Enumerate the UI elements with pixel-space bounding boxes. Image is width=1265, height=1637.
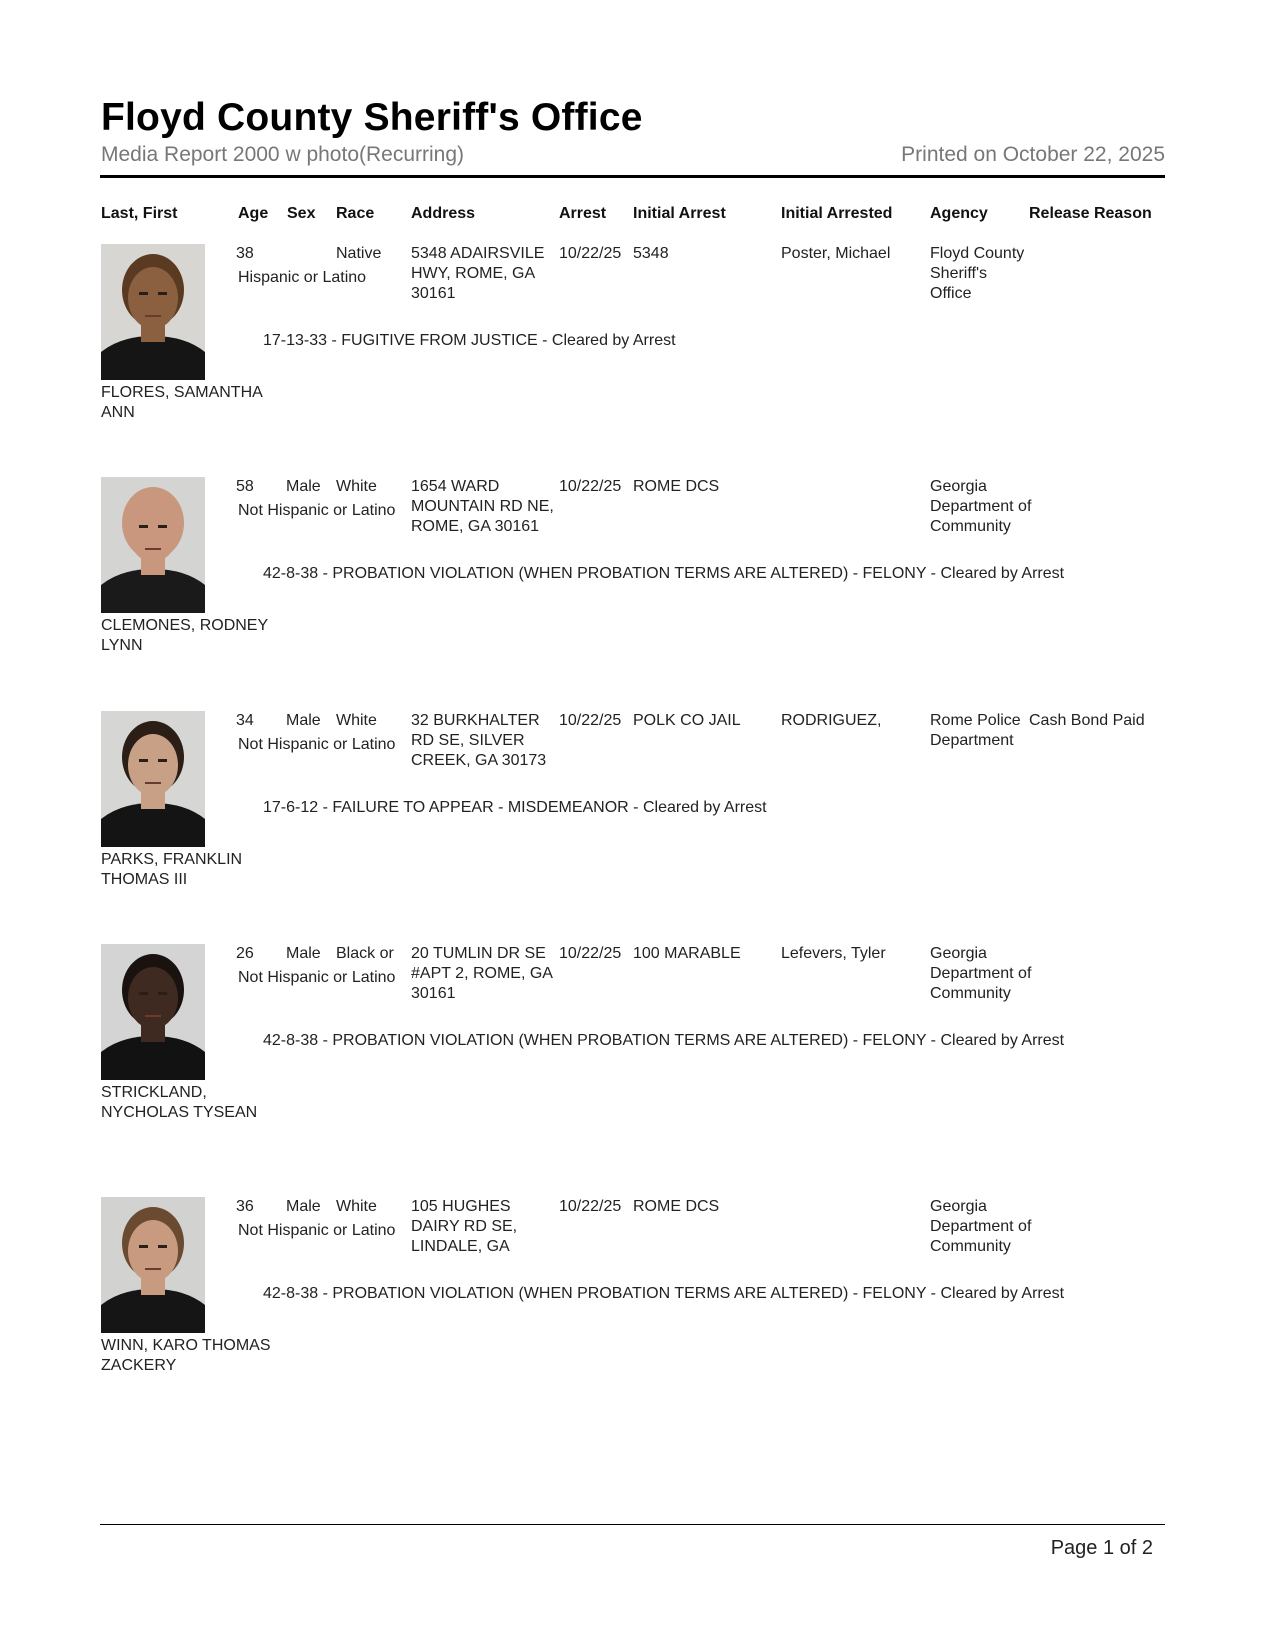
address-value: 32 BURKHALTER RD SE, SILVER CREEK, GA 30173 bbox=[411, 712, 547, 769]
address-value: 5348 ADAIRSVILE HWY, ROME, GA 30161 bbox=[411, 245, 545, 302]
arrest-record bbox=[0, 711, 1265, 911]
col-last-first: Last, First bbox=[101, 205, 178, 222]
race-value: White bbox=[336, 712, 377, 729]
header-divider bbox=[100, 175, 1165, 178]
arrest-date: 10/22/25 bbox=[559, 712, 622, 729]
arrest-record bbox=[0, 944, 1265, 1144]
sex-value: Male bbox=[286, 1198, 321, 1215]
col-initial-arrested: Initial Arrested bbox=[781, 205, 893, 222]
inmate-name: FLORES, SAMANTHA ANN bbox=[101, 384, 262, 421]
agency-value: Floyd County Sheriff's Office bbox=[930, 245, 1025, 302]
initial-arrested-value: RODRIGUEZ, bbox=[781, 712, 882, 729]
footer-divider bbox=[100, 1524, 1165, 1525]
col-initial-arrest: Initial Arrest bbox=[633, 205, 726, 222]
age-value: 58 bbox=[236, 478, 254, 495]
age-value: 26 bbox=[236, 945, 254, 962]
agency-value: Rome Police Department bbox=[930, 712, 1021, 749]
booking-photo bbox=[101, 244, 205, 380]
inmate-name: STRICKLAND, NYCHOLAS TYSEAN bbox=[101, 1084, 258, 1121]
charge-description: 17-6-12 - FAILURE TO APPEAR - MISDEMEANOR - Cleared by Arrest bbox=[263, 799, 767, 816]
charge-description: 17-13-33 - FUGITIVE FROM JUSTICE - Cleared by Arrest bbox=[263, 332, 676, 349]
initial-arrested-value: Lefevers, Tyler bbox=[781, 945, 886, 962]
charge-description: 42-8-38 - PROBATION VIOLATION (WHEN PROBATION TERMS ARE ALTERED) - FELONY - Cleared by Arrest bbox=[263, 1285, 1065, 1302]
arrest-date: 10/22/25 bbox=[559, 245, 622, 262]
age-value: 36 bbox=[236, 1198, 254, 1215]
sex-value: Male bbox=[286, 478, 321, 495]
col-arrest: Arrest bbox=[559, 205, 607, 222]
charge-description: 42-8-38 - PROBATION VIOLATION (WHEN PROBATION TERMS ARE ALTERED) - FELONY - Cleared by Arrest bbox=[263, 1032, 1065, 1049]
booking-photo bbox=[101, 944, 205, 1080]
address-value: 1654 WARD MOUNTAIN RD NE, ROME, GA 30161 bbox=[411, 478, 554, 535]
initial-arrested-value: Poster, Michael bbox=[781, 245, 891, 262]
col-address: Address bbox=[411, 205, 476, 222]
age-value: 38 bbox=[236, 245, 254, 262]
age-value: 34 bbox=[236, 712, 254, 729]
race-value: Black or bbox=[336, 945, 394, 962]
race-value: Native bbox=[336, 245, 382, 262]
col-sex: Sex bbox=[287, 205, 316, 222]
sex-value: Male bbox=[286, 712, 321, 729]
address-value: 105 HUGHES DAIRY RD SE, LINDALE, GA bbox=[411, 1198, 518, 1255]
race-value: White bbox=[336, 1198, 377, 1215]
inmate-name: WINN, KARO THOMAS ZACKERY bbox=[101, 1337, 271, 1374]
arrest-date: 10/22/25 bbox=[559, 478, 622, 495]
booking-photo bbox=[101, 1197, 205, 1333]
arrest-date: 10/22/25 bbox=[559, 1198, 622, 1215]
charge-description: 42-8-38 - PROBATION VIOLATION (WHEN PROBATION TERMS ARE ALTERED) - FELONY - Cleared by Arrest bbox=[263, 565, 1065, 582]
arrest-date: 10/22/25 bbox=[559, 945, 622, 962]
ethnicity-value: Not Hispanic or Latino bbox=[238, 736, 396, 753]
col-age: Age bbox=[238, 205, 269, 222]
printed-date: Printed on October 22, 2025 bbox=[901, 143, 1165, 166]
initial-arrest-value: 5348 bbox=[633, 245, 669, 262]
col-release-reason: Release Reason bbox=[1029, 205, 1152, 222]
booking-photo bbox=[101, 477, 205, 613]
ethnicity-value: Not Hispanic or Latino bbox=[238, 502, 396, 519]
report-subtitle: Media Report 2000 w photo(Recurring) bbox=[101, 143, 465, 166]
arrest-record bbox=[0, 1197, 1265, 1397]
agency-value: Georgia Department of Community bbox=[930, 478, 1032, 535]
initial-arrest-value: ROME DCS bbox=[633, 1198, 720, 1215]
initial-arrest-value: POLK CO JAIL bbox=[633, 712, 741, 729]
booking-photo bbox=[101, 711, 205, 847]
sex-value: Male bbox=[286, 945, 321, 962]
race-value: White bbox=[336, 478, 377, 495]
agency-value: Georgia Department of Community bbox=[930, 945, 1032, 1002]
page-number: Page 1 of 2 bbox=[1050, 1537, 1153, 1559]
col-agency: Agency bbox=[930, 205, 988, 222]
inmate-name: CLEMONES, RODNEY LYNN bbox=[101, 617, 268, 654]
initial-arrest-value: ROME DCS bbox=[633, 478, 720, 495]
report-title: Floyd County Sheriff's Office bbox=[101, 96, 643, 139]
ethnicity-value: Not Hispanic or Latino bbox=[238, 969, 396, 986]
arrest-record bbox=[0, 477, 1265, 677]
ethnicity-value: Not Hispanic or Latino bbox=[238, 1222, 396, 1239]
ethnicity-value: Hispanic or Latino bbox=[238, 269, 367, 286]
release-reason-value: Cash Bond Paid bbox=[1029, 712, 1145, 729]
col-race: Race bbox=[336, 205, 375, 222]
agency-value: Georgia Department of Community bbox=[930, 1198, 1032, 1255]
arrest-record bbox=[0, 244, 1265, 444]
address-value: 20 TUMLIN DR SE #APT 2, ROME, GA 30161 bbox=[411, 945, 553, 1002]
initial-arrest-value: 100 MARABLE bbox=[633, 945, 741, 962]
inmate-name: PARKS, FRANKLIN THOMAS III bbox=[101, 851, 243, 888]
